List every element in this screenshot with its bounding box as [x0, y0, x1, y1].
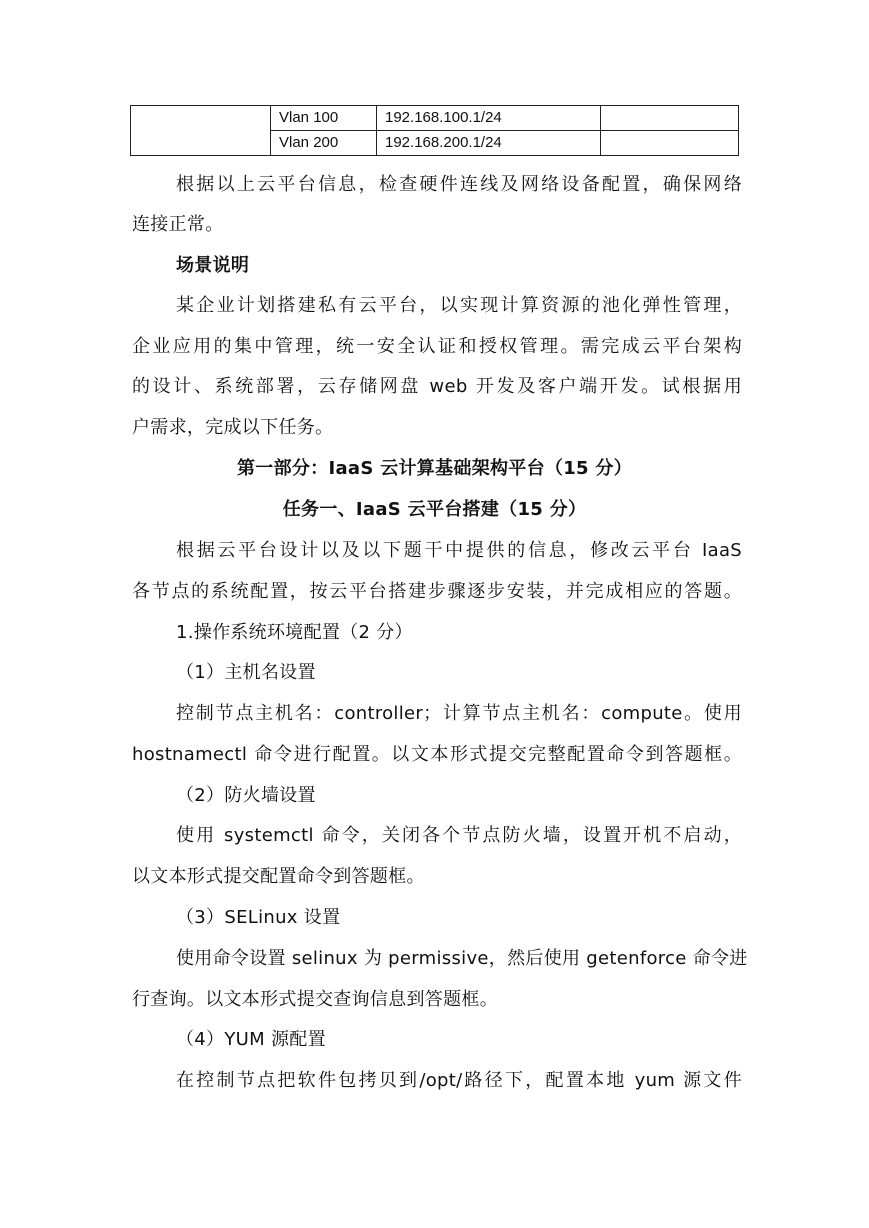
table-cell: Vlan 100 — [271, 106, 377, 131]
section-heading: 场景说明 — [176, 255, 250, 276]
table-cell — [131, 106, 271, 156]
paragraph-line: 行查询。以文本形式提交查询信息到答题框。 — [132, 989, 498, 1010]
item-heading: （3）SELinux 设置 — [176, 907, 341, 928]
paragraph-line: 户需求，完成以下任务。 — [132, 417, 334, 438]
vlan-table — [130, 105, 739, 156]
table-cell: 192.168.100.1/24 — [377, 106, 601, 131]
paragraph-line: 某企业计划搭建私有云平台，以实现计算资源的池化弹性管理， — [176, 295, 742, 316]
part-heading: 第一部分：IaaS 云计算基础架构平台（15 分） — [236, 458, 633, 479]
paragraph-line: 根据以上云平台信息，检查硬件连线及网络设备配置，确保网络 — [176, 174, 742, 195]
table-cell — [601, 106, 739, 131]
task-heading: 任务一、IaaS 云平台搭建（15 分） — [282, 499, 587, 520]
paragraph-line: 以文本形式提交配置命令到答题框。 — [132, 866, 425, 887]
item-heading: （2）防火墙设置 — [176, 785, 316, 806]
paragraph-line: 各节点的系统配置，按云平台搭建步骤逐步安装，并完成相应的答题。 — [132, 581, 742, 602]
paragraph-line: 连接正常。 — [132, 214, 224, 235]
table-cell — [601, 131, 739, 156]
paragraph-line: hostnamectl 命令进行配置。以文本形式提交完整配置命令到答题框。 — [132, 744, 742, 765]
paragraph-line: 的设计、系统部署，云存储网盘 web 开发及客户端开发。试根据用 — [132, 376, 742, 397]
table-row — [131, 106, 739, 131]
paragraph-line: 使用命令设置 selinux 为 permissive，然后使用 getenforce 命令进 — [176, 948, 748, 969]
table-cell: Vlan 200 — [271, 131, 377, 156]
paragraph-line: 企业应用的集中管理，统一安全认证和授权管理。需完成云平台架构 — [132, 336, 742, 357]
paragraph-line: 控制节点主机名：controller；计算节点主机名：compute。使用 — [176, 703, 742, 724]
item-heading: （1）主机名设置 — [176, 662, 316, 683]
subsection-heading: 1.操作系统环境配置（2 分） — [176, 622, 413, 643]
table-cell: 192.168.200.1/24 — [377, 131, 601, 156]
paragraph-line: 在控制节点把软件包拷贝到/opt/路径下，配置本地 yum 源文件 — [176, 1070, 742, 1091]
paragraph-line: 使用 systemctl 命令，关闭各个节点防火墙，设置开机不启动， — [176, 825, 742, 846]
item-heading: （4）YUM 源配置 — [176, 1029, 326, 1050]
paragraph-line: 根据云平台设计以及以下题干中提供的信息，修改云平台 IaaS — [176, 540, 742, 561]
